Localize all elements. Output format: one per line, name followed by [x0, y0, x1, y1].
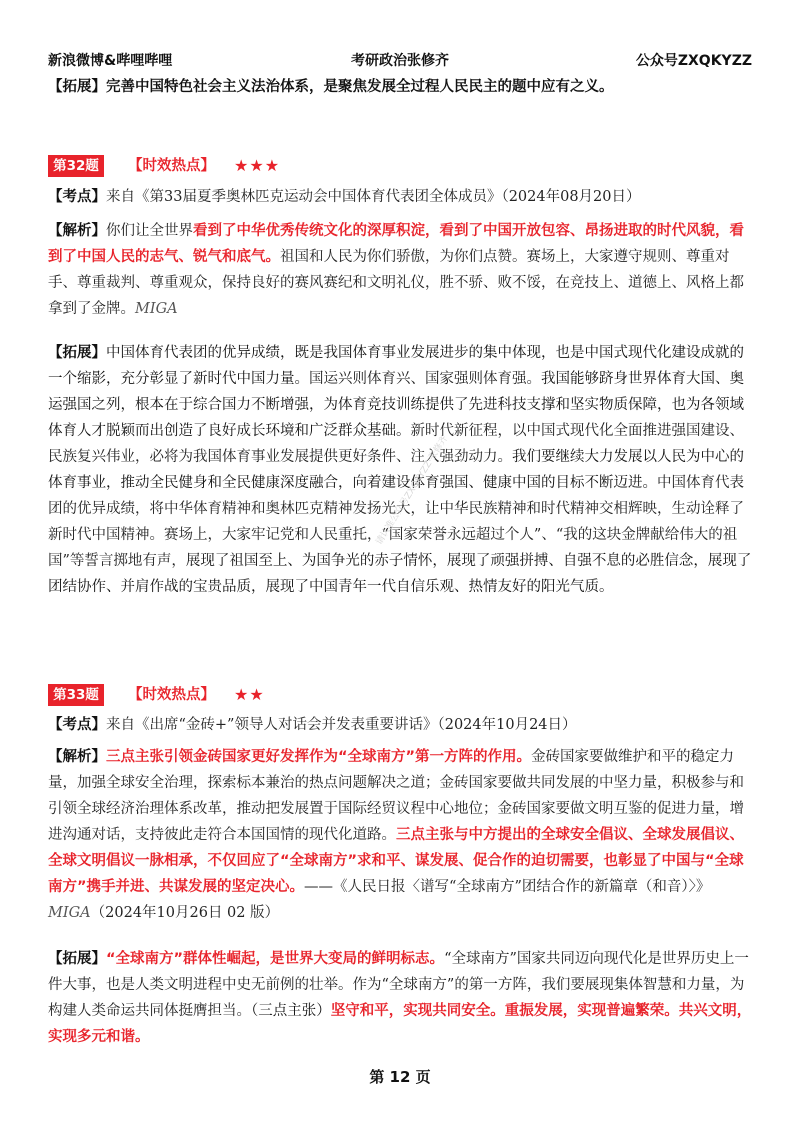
jiexi-highlight-2: 三点主张与中方提出的全球安全倡议、全球发展倡议、全球文明倡议一脉相承，不仅回应了“全球南方”求和平、谋发展、促合作的迫切需要，也彰显了中国与“全球南方”携手并进、共谋发展的坚定决心。 [48, 827, 744, 895]
jiexi-lead: 你们让全世界 [106, 223, 193, 239]
tuozhan-sentence-4: 新时代新征程，以中国式现代化全面推进强国建设、民族复兴伟业，必将为我国体育事业发展提供更好条件、注入强劲动力。 [48, 423, 744, 465]
jiexi-body: 祖国和人民为你们骄傲，为你们点赞。赛场上，大家遵守规则、尊重对手、尊重裁判、尊重观众，保持良好的赛风赛纪和文明礼仪，胜不骄、败不馁，在竞技上、道德上、风格上都拿到了金牌。 [48, 249, 744, 317]
jiexi-highlight-1: 三点主张引领金砖国家更好发挥作为“全球南方”第一方阵的作用。 [106, 749, 532, 765]
intro-paragraph [48, 74, 752, 100]
tag-tuozhan: 【拓展】 [48, 951, 106, 967]
kaodian-32 [48, 184, 752, 210]
question-number-badge: 第33题 [48, 684, 104, 706]
difficulty-stars: ★★★ [234, 156, 281, 175]
jiexi-source: ——《人民日报〈谱写“全球南方”团结合作的新篇章（和音）〉》 [304, 879, 711, 895]
jiexi-33 [48, 744, 752, 926]
difficulty-stars: ★★ [234, 685, 265, 704]
intro-text: 完善中国特色社会主义法治体系，是聚焦发展全过程人民民主的题中应有之义。 [106, 79, 614, 95]
page-number: 第 12 页 [369, 1068, 431, 1086]
header-center: 考研政治张修齐 [351, 53, 449, 69]
tag-tuozhan: 【拓展】 [48, 79, 106, 95]
header-left: 新浪微博&哔哩哔哩 [48, 53, 173, 69]
question-header-33 [48, 684, 752, 706]
tuozhan-sentence-7: 展现了祖国至上、为国争光的赤子情怀，展现了顽强拼搏、自强不息的必胜信念，展现了团结协作、并肩作战的宝贵品质，展现了中国青年一代自信乐观、热情友好的阳光气质。 [48, 553, 752, 595]
tag-jiexi: 【解析】 [48, 223, 106, 239]
tuozhan-sentence-6: 中国体育代表团的优异成绩，将中华体育精神和奥林匹克精神发扬光大，让中华民族精神和时代精神交相辉映，生动诠释了新时代中国精神。赛场上，大家牢记党和人民重托，“国家荣誉永远超过个人”、“我的这块金牌献给伟大的祖国”等誓言掷地有声， [48, 475, 744, 569]
jiexi-body: 金砖国家要做维护和平的稳定力量，加强全球安全治理，探索标本兼治的热点问题解决之道；金砖国家要做共同发展的中坚力量，积极参与和引领全球经济治理体系改革，推动把发展置于国际经贸议程中心地位；金砖国家要做文明互鉴的促进力量，增进沟通对话，支持彼此走符合本国国情的现代化道路。 [48, 749, 744, 843]
tuozhan-sentence-3: 我国能够跻身世界体育大国、奥运强国之列，根本在于综合国力不断增强，为体育竞技训练提供了先进科技支撑和坚实物质保障，也为各领域体育人才脱颖而出创造了良好成长环境和广泛群众基础。 [48, 371, 744, 439]
page-header [48, 50, 752, 70]
question-category: 【时效热点】 [128, 687, 215, 703]
jiexi-32 [48, 218, 752, 322]
tag-tuozhan: 【拓展】 [48, 345, 106, 361]
tuozhan-33 [48, 946, 752, 1050]
source-tag: MIGA [135, 301, 178, 317]
jiexi-highlight: 看到了中华优秀传统文化的深厚积淀，看到了中国开放包容、昂扬进取的时代风貌，看到了中国人民的志气、锐气和底气。 [48, 223, 744, 265]
question-header-32 [48, 155, 752, 177]
tuozhan-highlight-1: “全球南方”群体性崛起，是世界大变局的鲜明标志。 [106, 951, 445, 967]
kaodian-text: 来自《出席“金砖+”领导人对话会并发表重要讲话》（2024年10月24日） [106, 717, 577, 733]
tuozhan-sentence-1: 中国体育代表团的优异成绩，既是我国体育事业发展进步的集中体现，也是中国式现代化建设成就的一个缩影，充分彰显了新时代中国力量。 [48, 345, 744, 387]
tag-jiexi: 【解析】 [48, 749, 106, 765]
tuozhan-body: “全球南方”国家共同迈向现代化是世界历史上一件大事，也是人类文明进程中史无前例的壮举。作为“全球南方”的第一方阵，我们要展现集体智慧和力量，为构建人类命运共同体挺膺担当。 [48, 951, 749, 1019]
tag-kaodian: 【考点】 [48, 189, 106, 205]
tuozhan-sentence-5: 我们要继续大力发展以人民为中心的体育事业，推动全民健身和全民健康深度融合，向着建设体育强国、健康中国的目标不断迈进。 [48, 449, 744, 491]
watermark: 请认准公众号ZXQKYZZ·张修齐 [374, 434, 451, 547]
source-tag: MIGA [48, 905, 91, 921]
tag-kaodian: 【考点】 [48, 717, 106, 733]
kaodian-text: 来自《第33届夏季奥林匹克运动会中国体育代表团全体成员》（2024年08月20日） [106, 189, 641, 205]
header-right: 公众号ZXQKYZZ [635, 53, 752, 69]
question-category: 【时效热点】 [128, 158, 215, 174]
tuozhan-32 [48, 340, 752, 600]
tuozhan-highlight-2: 坚守和平，实现共同安全。重振发展，实现普遍繁荣。共兴文明，实现多元和谐。 [48, 1003, 752, 1045]
tuozhan-sentence-2: 国运兴则体育兴、国家强则体育强。 [309, 371, 541, 387]
question-number-badge: 第32题 [48, 155, 104, 177]
tuozhan-note: （三点主张） [251, 1003, 331, 1019]
jiexi-source-date: （2024年10月26日 02 版） [90, 905, 280, 921]
kaodian-33 [48, 712, 752, 738]
